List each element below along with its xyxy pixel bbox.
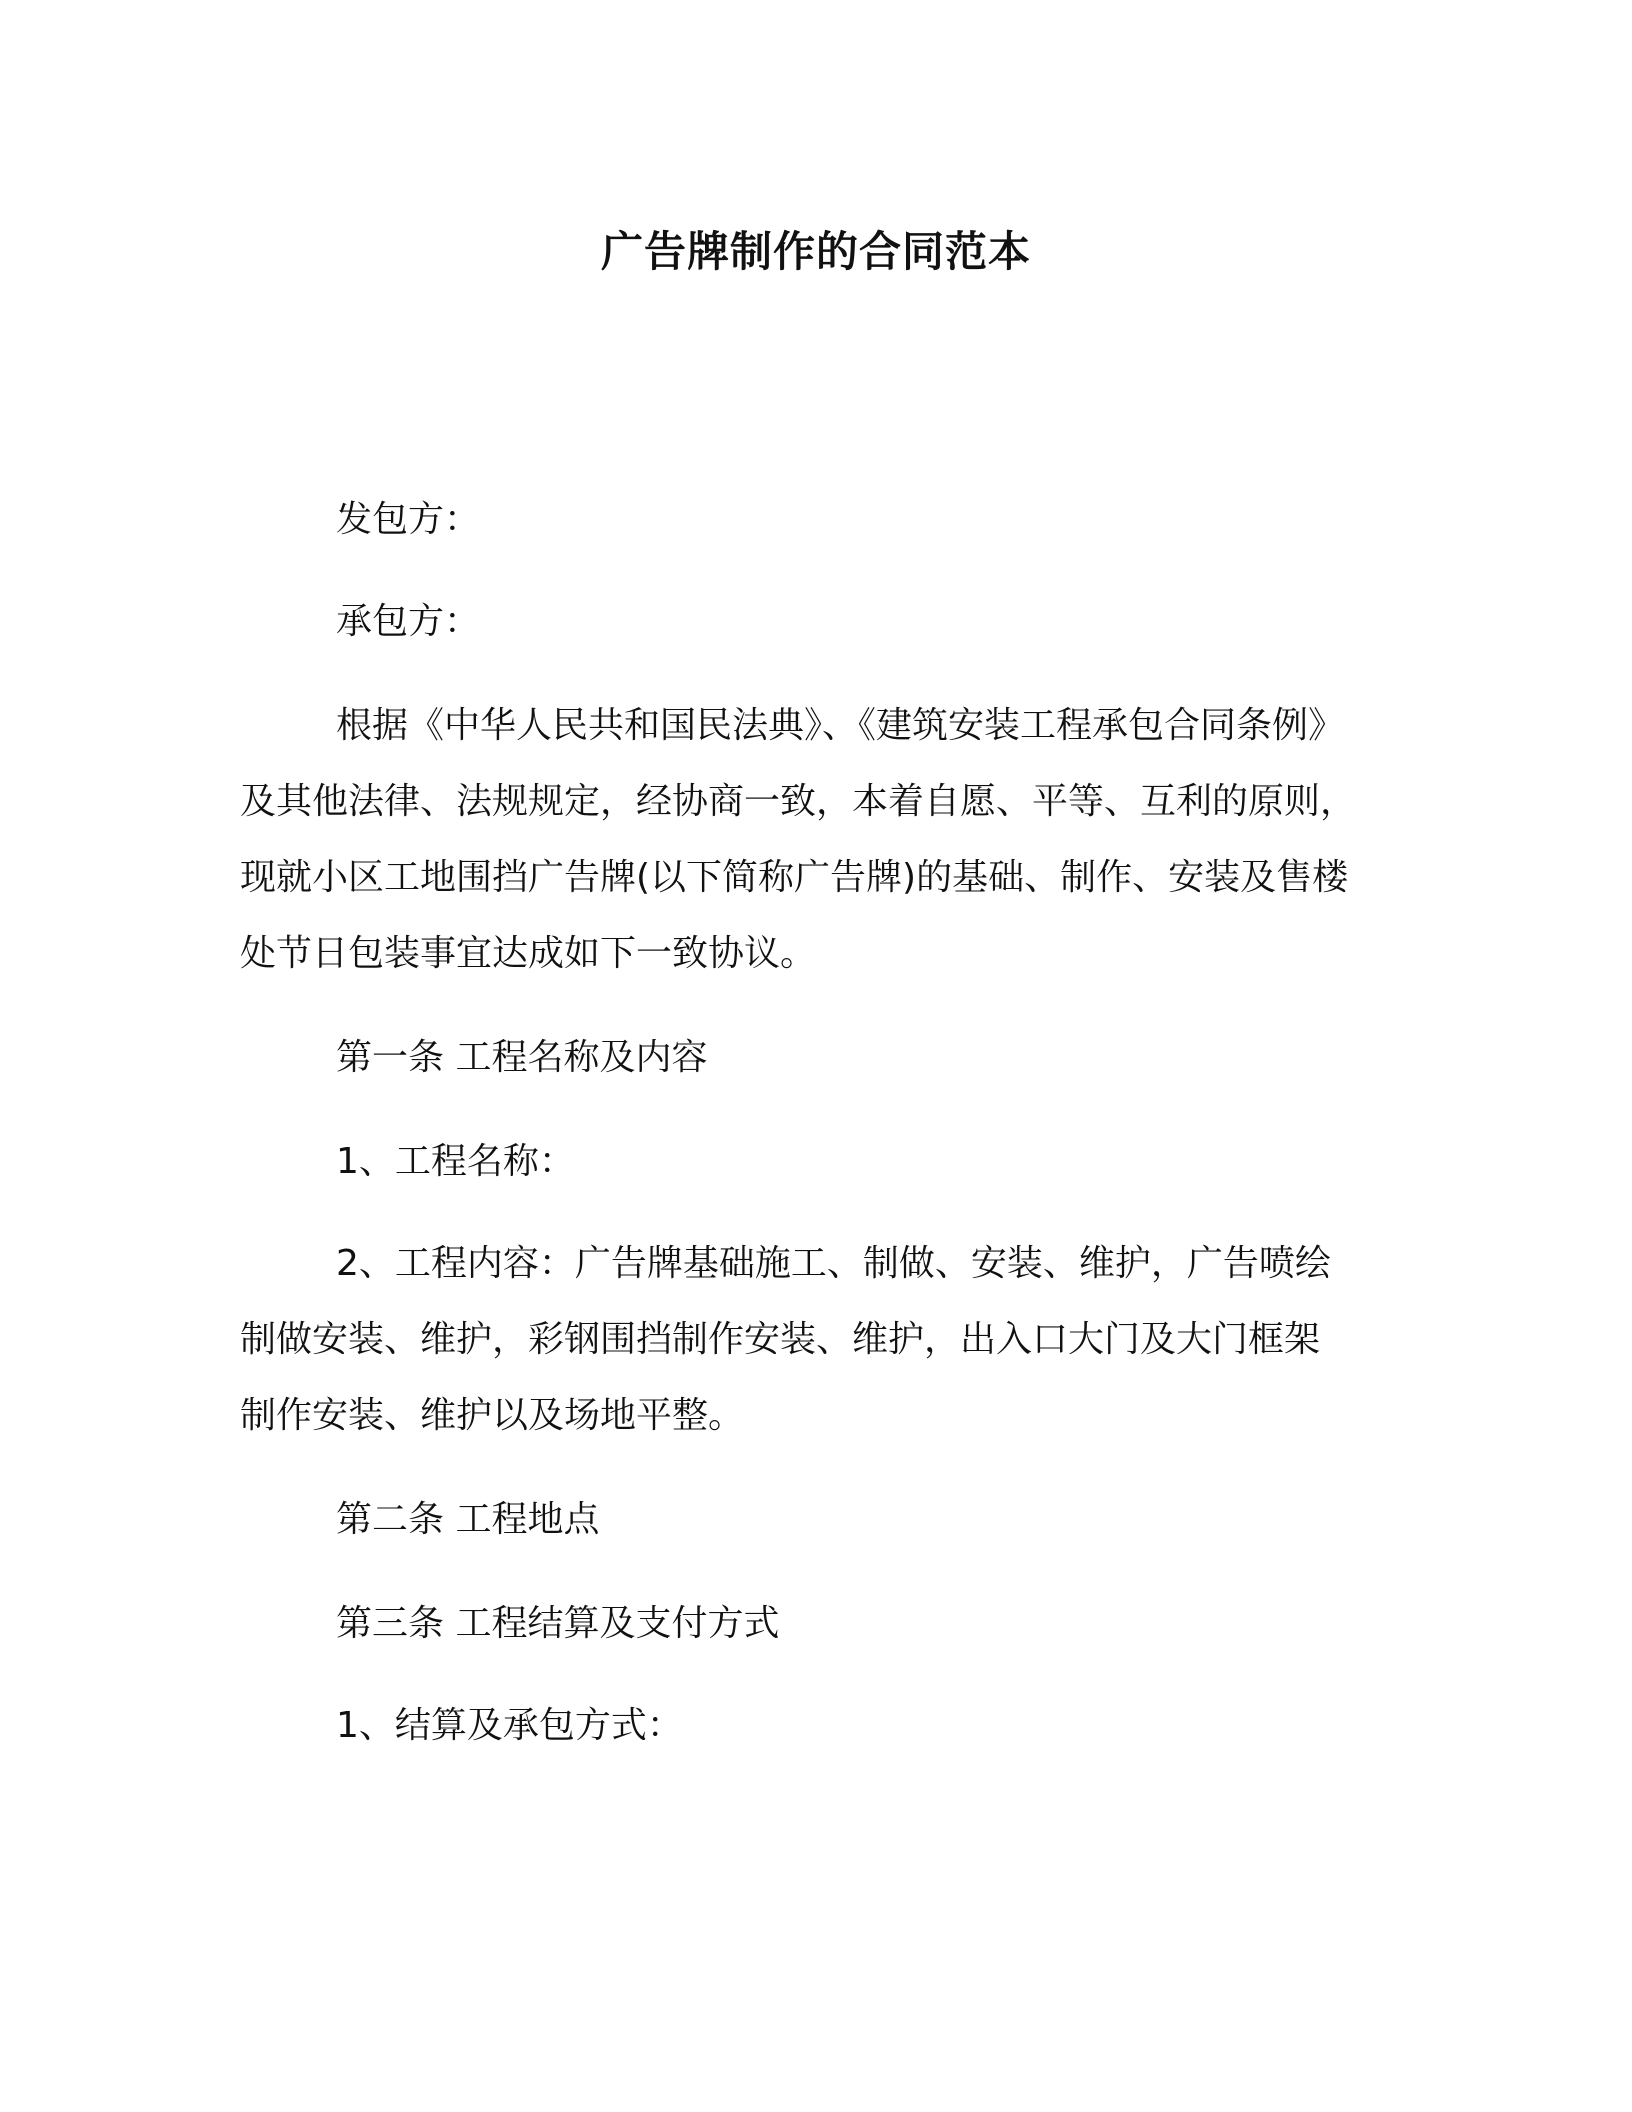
article-2-heading: 第二条 工程地点 <box>336 1499 600 1540</box>
article-1-item-2-line-3: 制作安装、维护以及场地平整。 <box>240 1395 745 1436</box>
preamble-line-3: 现就小区工地围挡广告牌(以下简称广告牌)的基础、制作、安装及售楼 <box>240 857 1349 898</box>
article-1-item-2-line-2: 制做安装、维护，彩钢围挡制作安装、维护，出入口大门及大门框架 <box>240 1319 1321 1360</box>
article-1-heading: 第一条 工程名称及内容 <box>336 1037 708 1078</box>
party-a-line: 发包方： <box>336 499 481 540</box>
document-title: 广告牌制作的合同范本 <box>600 227 1031 276</box>
preamble-line-1: 根据《中华人民共和国民法典》、《建筑安装工程承包合同条例》 <box>336 705 1345 746</box>
article-3-heading: 第三条 工程结算及支付方式 <box>336 1603 780 1644</box>
preamble-line-4: 处节日包装事宜达成如下一致协议。 <box>240 933 817 974</box>
article-1-item-1: 1、工程名称： <box>336 1141 575 1182</box>
party-b-line: 承包方： <box>336 601 481 642</box>
article-3-item-1: 1、结算及承包方式： <box>336 1705 683 1746</box>
article-1-item-2-line-1: 2、工程内容：广告牌基础施工、制做、安装、维护，广告喷绘 <box>336 1243 1331 1284</box>
preamble-line-2: 及其他法律、法规规定，经协商一致，本着自愿、平等、互利的原则， <box>240 781 1357 822</box>
